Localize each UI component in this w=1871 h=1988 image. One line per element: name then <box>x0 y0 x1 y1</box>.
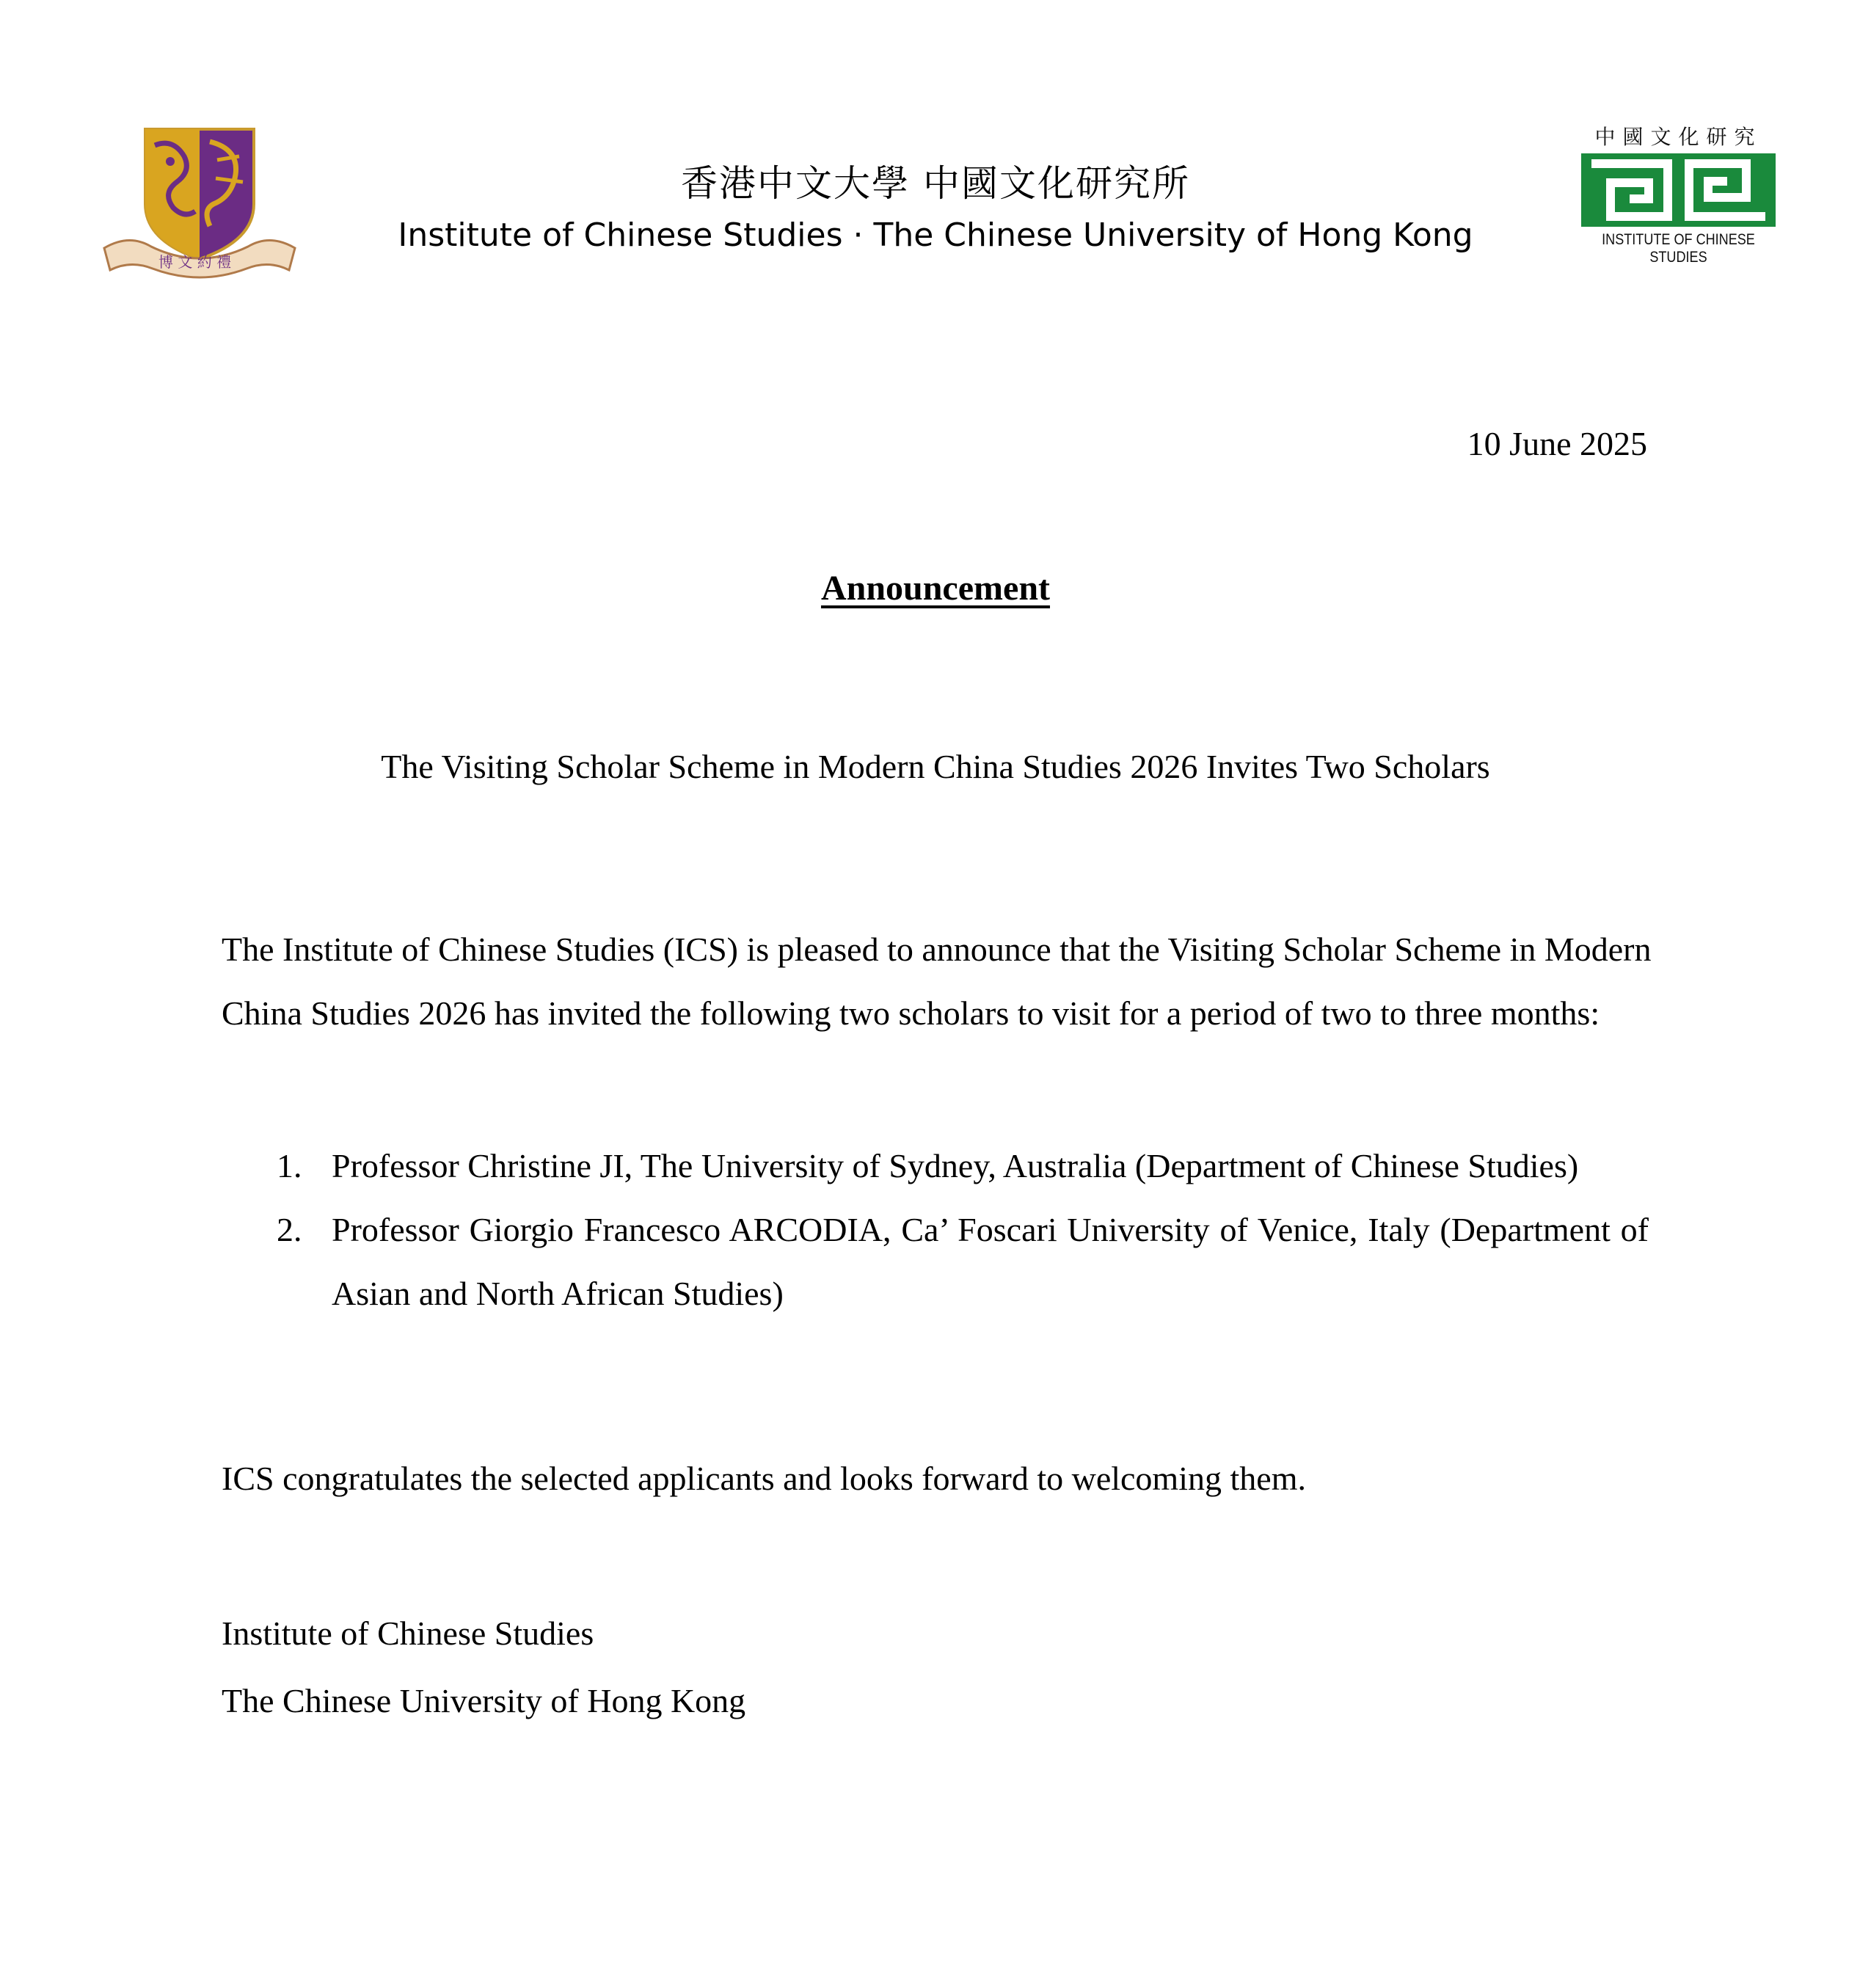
intro-paragraph: The Institute of Chinese Studies (ICS) is pleased to announce that the Visiting Scholar Scheme in Modern China Studies 2026 has invited the following two scholars to visit for a period of two to three months: <box>222 931 1652 1032</box>
announcement-subtitle: The Visiting Scholar Scheme in Modern China Studies 2026 Invites Two Scholars <box>381 748 1490 785</box>
cuhk-crest-graphic <box>100 123 299 281</box>
list-item <box>222 1134 1649 1198</box>
list-item <box>222 1198 1649 1325</box>
list-item-text: Professor Giorgio Francesco ARCODIA, Ca’ Foscari University of Venice, Italy (Department of Asian and North African Studies) <box>332 1211 1649 1312</box>
signature-block <box>222 1600 745 1735</box>
cuhk-crest-logo <box>100 123 299 281</box>
ics-logo <box>1581 121 1776 266</box>
svg-text:博 文 約 禮: 博 文 約 禮 <box>158 253 232 271</box>
letterhead <box>367 158 1504 259</box>
closing-paragraph: ICS congratulates the selected applicants and looks forward to welcoming them. <box>222 1460 1306 1497</box>
letterhead-title-chinese: 香港中文大學 中國文化研究所 <box>681 162 1190 205</box>
ics-logo-english-text: INSTITUTE OF CHINESE STUDIES <box>1602 231 1755 266</box>
list-item-number: 1. <box>277 1147 302 1184</box>
ics-logo-chinese-text: 中國文化研究 <box>1594 125 1762 149</box>
letterhead-title-english: Institute of Chinese Studies · The Chinese University of Hong Kong <box>398 216 1473 254</box>
list-item-number: 2. <box>277 1211 302 1248</box>
signature-line-institute: Institute of Chinese Studies <box>222 1614 594 1652</box>
ics-meander-logo-graphic <box>1581 153 1776 227</box>
document-date: 10 June 2025 <box>1467 425 1647 462</box>
announcement-heading: Announcement <box>820 569 1051 608</box>
page-title <box>0 565 1871 612</box>
list-item-text: Professor Christine JI, The University of Sydney, Australia (Department of Chinese Studies) <box>332 1147 1579 1184</box>
scholar-list <box>222 1134 1649 1325</box>
signature-line-university: The Chinese University of Hong Kong <box>222 1682 746 1719</box>
